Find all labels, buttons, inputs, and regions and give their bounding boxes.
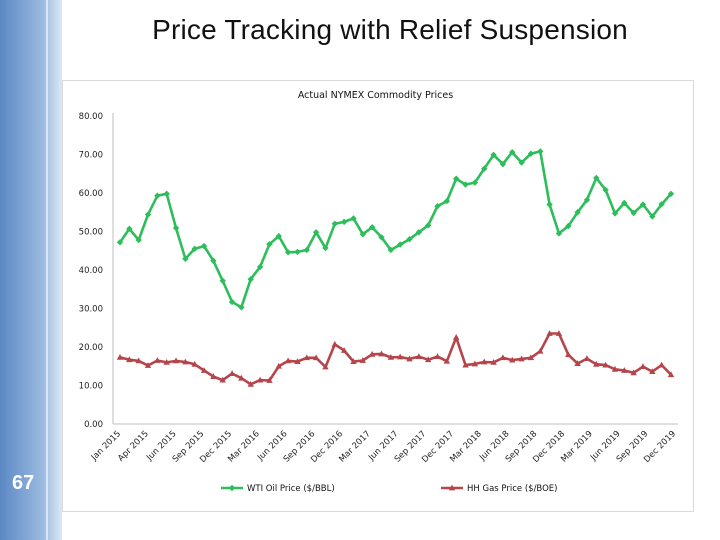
x-tick-label: Sep 2015: [170, 429, 207, 465]
y-tick-label: 80.00: [78, 112, 103, 122]
wti-point: [163, 191, 169, 197]
wti-point: [546, 201, 552, 207]
slide-title: Price Tracking with Relief Suspension: [152, 14, 628, 45]
y-tick-label: 70.00: [78, 150, 103, 161]
x-tick-label: Sep 2018: [503, 429, 540, 465]
x-tick-label: Mar 2017: [337, 429, 373, 465]
hh-point: [229, 370, 235, 376]
x-tick-label: Apr 2015: [116, 429, 151, 464]
slide-sidebar: [0, 0, 62, 540]
y-tick-label: 10.00: [78, 381, 103, 392]
x-tick-label: Jun 2015: [144, 429, 179, 463]
line-chart: [63, 81, 693, 511]
hh-point: [332, 341, 338, 347]
x-tick-label: Sep 2017: [392, 429, 429, 465]
x-tick-label: Jun 2017: [366, 429, 401, 463]
legend-marker-wti: [229, 485, 235, 491]
wti-point: [173, 225, 179, 231]
x-tick-label: Dec 2018: [531, 429, 568, 465]
x-tick-label: Mar 2018: [448, 429, 484, 465]
legend-label-wti: WTI Oil Price ($/BBL): [247, 484, 335, 494]
hh-point: [658, 362, 664, 368]
x-tick-label: Dec 2019: [642, 429, 679, 465]
hh-point: [640, 363, 646, 369]
wti-point: [341, 219, 347, 225]
x-tick-label: Dec 2015: [198, 429, 235, 465]
series-line-wti: [120, 151, 671, 307]
y-tick-label: 20.00: [78, 343, 103, 353]
x-tick-label: Jun 2018: [477, 429, 512, 463]
legend-label-hh: HH Gas Price ($/BOE): [467, 484, 558, 494]
x-tick-label: Mar 2019: [559, 429, 595, 465]
wti-point: [537, 148, 543, 154]
page-number: 67: [12, 472, 35, 494]
hh-point: [453, 334, 459, 340]
x-tick-label: Sep 2019: [614, 429, 651, 465]
y-tick-label: 50.00: [78, 227, 103, 238]
y-tick-label: 60.00: [78, 189, 103, 199]
y-tick-label: 40.00: [78, 266, 103, 276]
x-tick-label: Mar 2016: [226, 429, 262, 465]
wti-point: [294, 249, 300, 255]
x-tick-label: Dec 2016: [309, 429, 346, 465]
x-tick-label: Jan 2015: [89, 429, 124, 463]
y-tick-label: 30.00: [78, 304, 103, 315]
chart-frame: [62, 80, 694, 512]
chart-title: Actual NYMEX Commodity Prices: [297, 90, 454, 101]
x-tick-label: Jun 2016: [255, 429, 290, 463]
y-tick-label: 0.00: [84, 420, 103, 430]
hh-point: [584, 355, 590, 361]
x-tick-label: Jun 2019: [588, 429, 623, 463]
x-tick-label: Dec 2017: [420, 429, 457, 465]
x-tick-label: Sep 2016: [281, 429, 318, 465]
